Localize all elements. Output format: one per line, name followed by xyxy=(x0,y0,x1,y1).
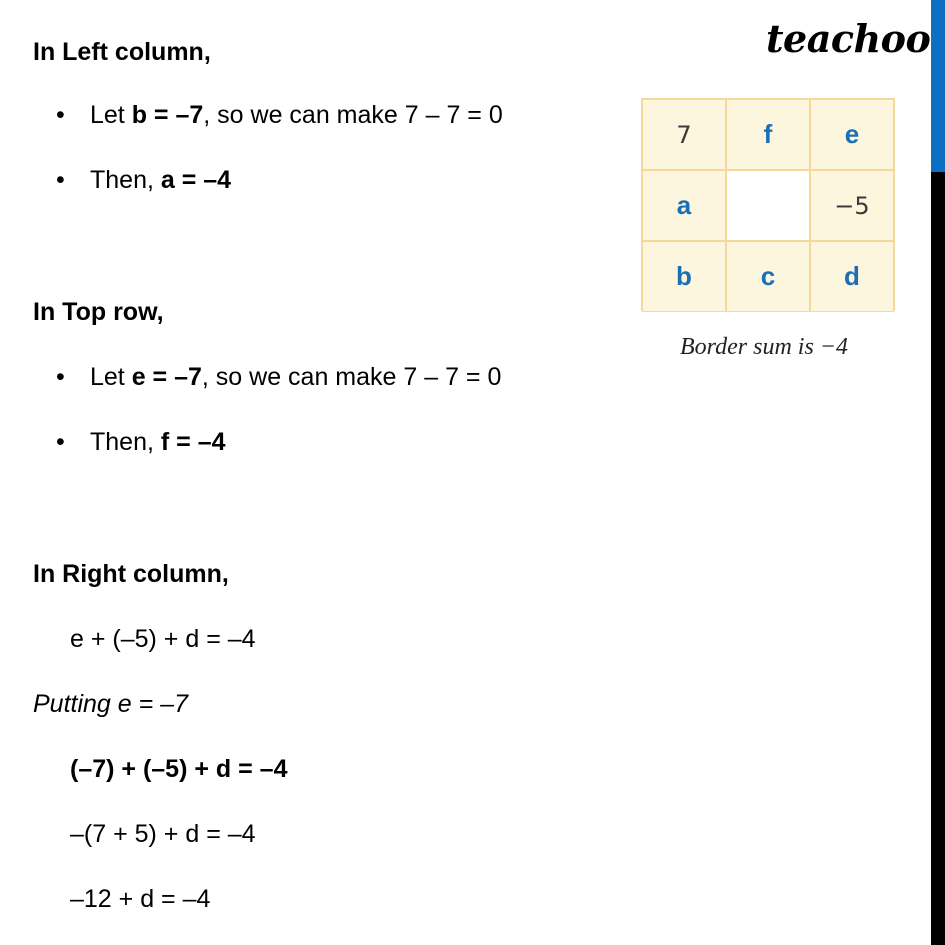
grid-cell: e xyxy=(810,99,894,170)
equation-1: e + (–5) + d = –4 xyxy=(70,625,256,653)
putting-note: Putting e = –7 xyxy=(33,690,188,718)
bullet-icon: • xyxy=(56,363,65,391)
bullet-top-1: • Let e = –7, so we can make 7 – 7 = 0 xyxy=(56,363,502,391)
heading-top-row: In Top row, xyxy=(33,298,164,326)
heading-left-column: In Left column, xyxy=(33,38,211,66)
bullet-left-2: • Then, a = –4 xyxy=(56,166,232,194)
bullet-icon: • xyxy=(56,101,65,129)
side-bar xyxy=(931,172,945,945)
grid-cell: −5 xyxy=(810,170,894,241)
grid-caption: Border sum is −4 xyxy=(680,334,848,360)
grid-cell: f xyxy=(726,99,810,170)
heading-right-column: In Right column, xyxy=(33,560,229,588)
border-sum-grid xyxy=(641,98,895,311)
equation-2: (–7) + (–5) + d = –4 xyxy=(70,755,288,783)
bullet-icon: • xyxy=(56,428,65,456)
grid-cell: 7 xyxy=(642,99,726,170)
grid-cell-center xyxy=(726,170,810,241)
grid-cell: a xyxy=(642,170,726,241)
bullet-top-2: • Then, f = –4 xyxy=(56,428,226,456)
grid-cell: b xyxy=(642,241,726,312)
bullet-left-1: • Let b = –7, so we can make 7 – 7 = 0 xyxy=(56,101,503,129)
equation-3: –(7 + 5) + d = –4 xyxy=(70,820,256,848)
teachoo-logo: teachoo xyxy=(766,16,931,61)
grid-cell: d xyxy=(810,241,894,312)
bullet-icon: • xyxy=(56,166,65,194)
equation-4: –12 + d = –4 xyxy=(70,885,211,913)
grid-cell: c xyxy=(726,241,810,312)
accent-bar xyxy=(931,0,945,172)
